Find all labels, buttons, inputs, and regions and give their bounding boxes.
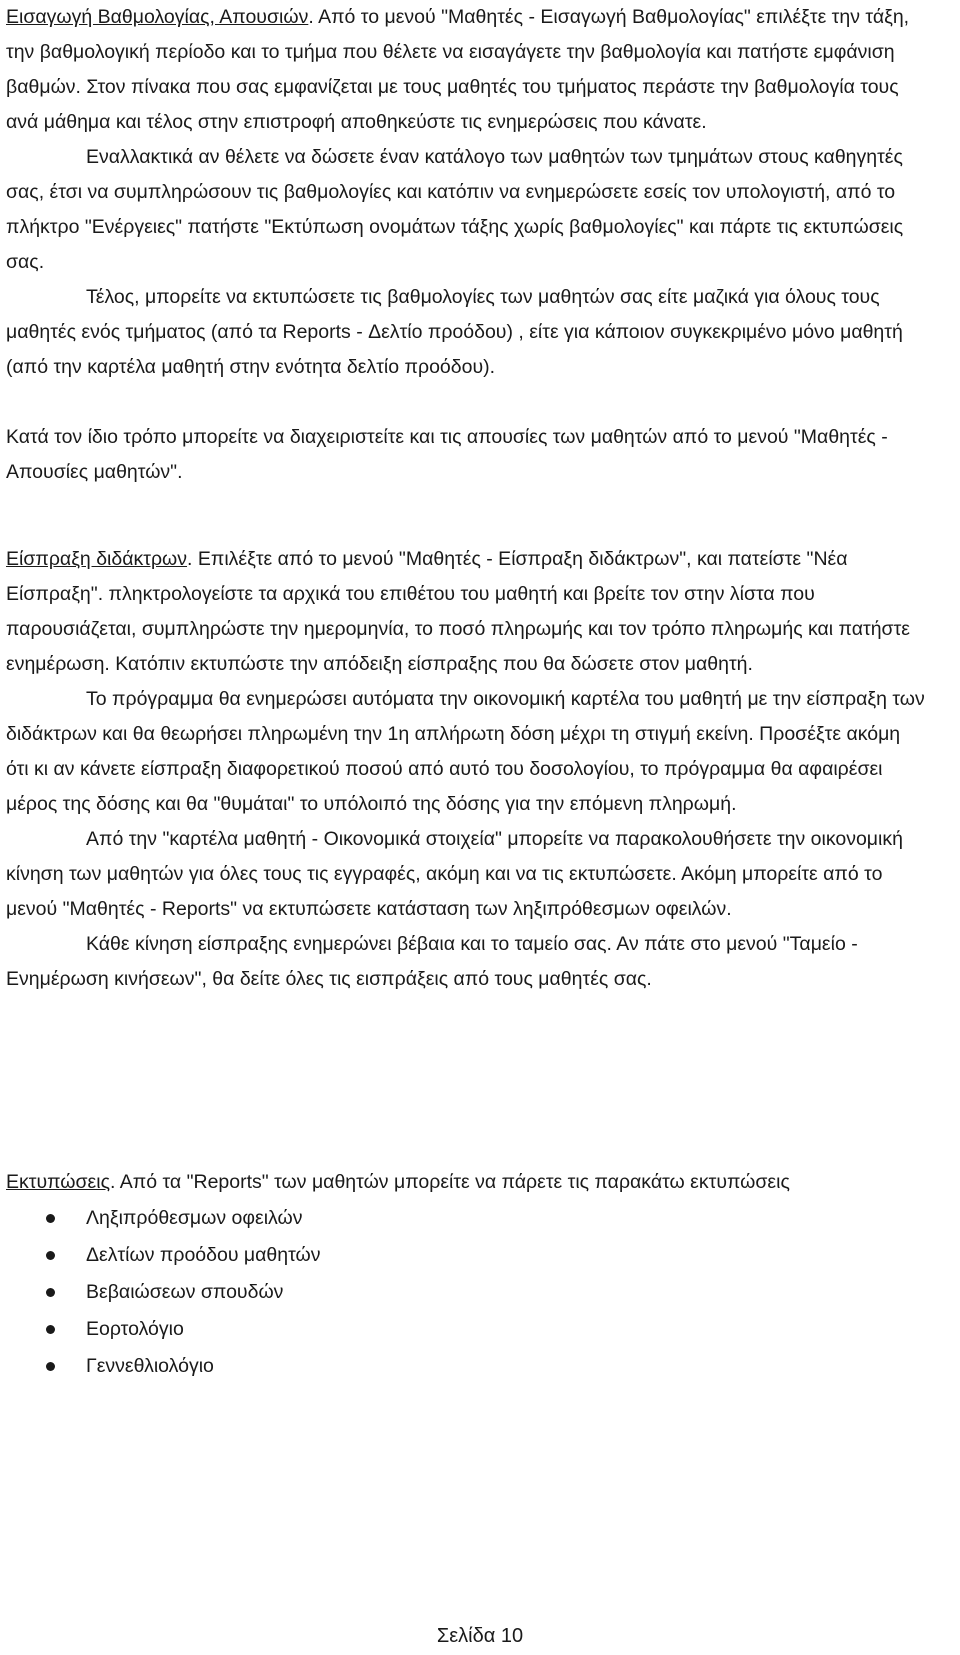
bullet-icon xyxy=(46,1288,55,1297)
section-tuition xyxy=(6,542,926,997)
section-grades xyxy=(6,0,926,385)
bullet-icon xyxy=(46,1251,55,1260)
heading-grades: Εισαγωγή Βαθμολογίας, Απουσιών xyxy=(6,6,309,28)
list-item-text: Γεννεθλιολόγιο xyxy=(86,1355,214,1377)
bullet-icon xyxy=(46,1325,55,1334)
paragraph-absences: Κατά τον ίδιο τρόπο μπορείτε να διαχειριστείτε και τις απουσίες των μαθητών από το μενού "Μαθητές - Απουσίες μαθητών". xyxy=(6,426,888,483)
heading-tuition: Είσπραξη διδάκτρων xyxy=(6,548,188,570)
heading-prints: Εκτυπώσεις xyxy=(6,1171,110,1193)
list-item-text: Δελτίων προόδου μαθητών xyxy=(86,1244,321,1266)
list-item-text: Βεβαιώσεων σπουδών xyxy=(86,1281,284,1303)
paragraph-grades-2: Εναλλακτικά αν θέλετε να δώσετε έναν κατάλογο των μαθητών των τμημάτων στους καθηγητές σας, έτσι να συμπληρώσουν τις βαθμολογίες και κατόπιν να ενημερώσετε εσείς τον υπολογιστή, από το πλήκτρο "Ενέργειες" πατήστε "Εκτύπωση ονομάτων τάξης χωρίς βαθμολογίες" και πάρτε τις εκτυπώσεις σας. xyxy=(6,146,904,273)
bullet-icon xyxy=(46,1362,55,1371)
paragraph-grades-1-text: . Από το μενού "Μαθητές - Εισαγωγή Βαθμολογίας" επιλέξτε την τάξη, την βαθμολογική περίοδο και το τμήμα που θέλετε να εισαγάγετε την βαθμολογία και πατήστε εμφάνιση βαθμών. Στον πίνακα που σας εμφανίζεται με τους μαθητές του τμήματος περάστε την βαθμολογία τους ανά μάθημα και τέλος στην επιστροφή αποθηκεύστε τις ενημερώσεις που κάνατε. xyxy=(6,6,910,133)
paragraph-grades-1 xyxy=(6,0,926,140)
list-item-text: Ληξιπρόθεσμων οφειλών xyxy=(86,1207,303,1229)
list-item xyxy=(0,1348,900,1385)
paragraph-tuition-1 xyxy=(6,542,926,682)
section-absences xyxy=(6,420,926,490)
paragraph-prints xyxy=(6,1165,926,1200)
list-item xyxy=(0,1200,900,1237)
list-item xyxy=(0,1237,900,1274)
list-item-text: Εορτολόγιο xyxy=(86,1318,184,1340)
list-item xyxy=(0,1311,900,1348)
prints-list xyxy=(0,1200,900,1385)
paragraph-tuition-1-text: . Επιλέξτε από το μενού "Μαθητές - Είσπραξη διδάκτρων", και πατείστε "Νέα Είσπραξη". πληκτρολογείστε τα αρχικά του επιθέτου του μαθητή και βρείτε τον στην λίστα που παρουσιάζεται, συμπληρώστε την ημερομηνία, το ποσό πληρωμής και τον τρόπο πληρωμής και πατήστε ενημέρωση. Κατόπιν εκτυπώστε την απόδειξη είσπραξης που θα δώσετε στον μαθητή. xyxy=(6,548,910,675)
paragraph-tuition-3: Από την "καρτέλα μαθητή - Οικονομικά στοιχεία" μπορείτε να παρακολουθήσετε την οικονομική κίνηση των μαθητών για όλες τους τις εγγραφές, ακόμη και να τις εκτυπώσετε. Ακόμη μπορείτε από το μενού "Μαθητές - Reports" να εκτυπώσετε κατάσταση των ληξιπρόθεσμων οφειλών. xyxy=(6,828,903,920)
paragraph-tuition-2: Το πρόγραμμα θα ενημερώσει αυτόματα την οικονομική καρτέλα του μαθητή με την είσπραξη των διδάκτρων και θα θεωρήσει πληρωμένη την 1η απλήρωτη δόση μέχρι τη στιγμή εκείνη. Προσέξτε ακόμη ότι κι αν κάνετε είσπραξη διαφορετικού ποσού από αυτό του δοσολογίου, το πρόγραμμα θα αφαιρέσει μέρος της δόσης και θα "θυμάται" το υπόλοιπό της δόσης για την επόμενη πληρωμή. xyxy=(6,688,925,815)
list-item xyxy=(0,1274,900,1311)
section-prints xyxy=(6,1165,926,1200)
paragraph-prints-text: . Από τα "Reports" των μαθητών μπορείτε να πάρετε τις παρακάτω εκτυπώσεις xyxy=(109,1171,790,1193)
bullet-icon xyxy=(46,1214,55,1223)
page-number: Σελίδα 10 xyxy=(436,1625,524,1647)
paragraph-tuition-4: Κάθε κίνηση είσπραξης ενημερώνει βέβαια και το ταμείο σας. Αν πάτε στο μενού "Ταμείο - Ενημέρωση κινήσεων", θα δείτε όλες τις εισπράξεις από τους μαθητές σας. xyxy=(6,933,858,990)
paragraph-grades-3: Τέλος, μπορείτε να εκτυπώσετε τις βαθμολογίες των μαθητών σας είτε μαζικά για όλους τους μαθητές ενός τμήματος (από τα Reports - Δελτίο προόδου) , είτε για κάποιον συγκεκριμένο μόνο μαθητή (από την καρτέλα μαθητή στην ενότητα δελτίο προόδου). xyxy=(6,286,903,378)
